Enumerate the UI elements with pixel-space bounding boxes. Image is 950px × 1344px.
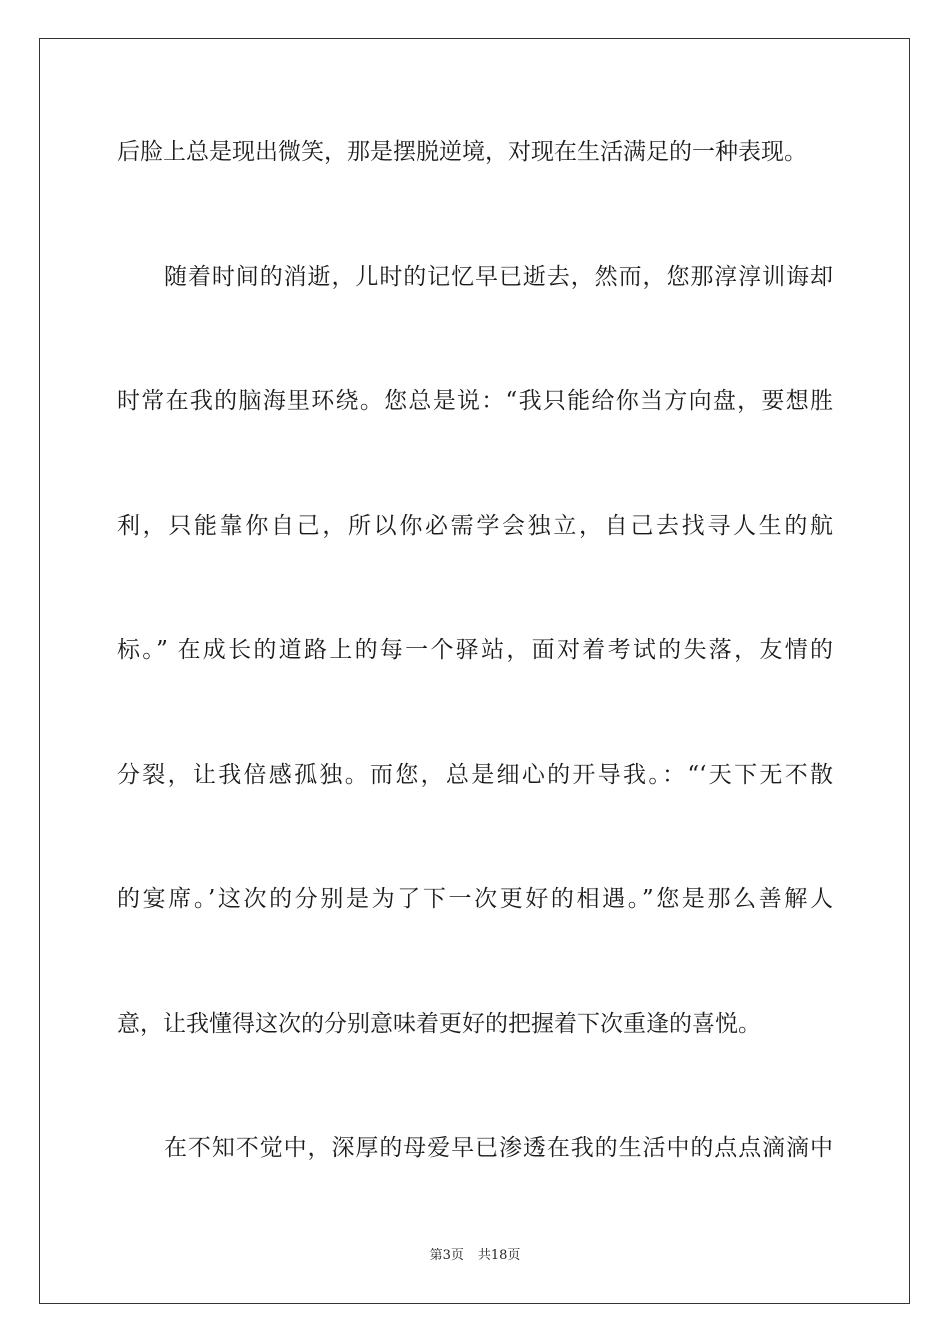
page-border xyxy=(39,38,910,1304)
page-number: 第3页 xyxy=(429,1248,464,1263)
text-line-3: 时常在我的脑海里环绕。您总是说：“我只能给你当方向盘，要想胜 xyxy=(117,388,833,414)
page-footer xyxy=(0,1247,950,1265)
text-line-6: 分裂，让我倍感孤独。而您，总是细心的开导我。：“‘天下无不散 xyxy=(117,762,833,788)
text-line-1: 后脸上总是现出微笑，那是摆脱逆境，对现在生活满足的一种表现。 xyxy=(117,139,807,165)
text-line-4: 利，只能靠你自己，所以你必需学会独立，自己去找寻人生的航 xyxy=(117,513,833,539)
text-line-8: 意，让我懂得这次的分别意味着更好的把握着下次重逢的喜悦。 xyxy=(117,1011,761,1037)
text-line-5: 标。” 在成长的道路上的每一个驿站，面对着考试的失落，友情的 xyxy=(117,637,833,663)
text-line-9: 在不知不觉中，深厚的母爱早已渗透在我的生活中的点点滴滴中 xyxy=(164,1135,833,1161)
page-total: 共18页 xyxy=(477,1248,521,1263)
text-line-2: 随着时间的消逝，儿时的记忆早已逝去，然而，您那淳淳训诲却 xyxy=(164,264,833,290)
text-line-7: 的宴席。’这次的分别是为了下一次更好的相遇。”您是那么善解人 xyxy=(117,886,833,912)
